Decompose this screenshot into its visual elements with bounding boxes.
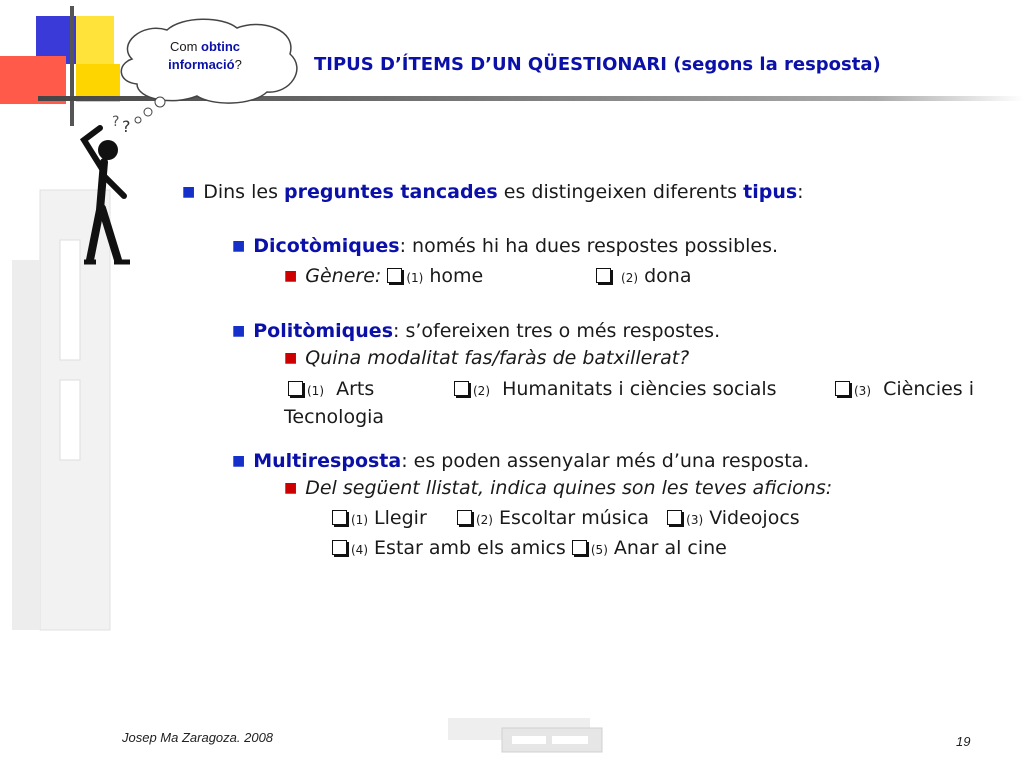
bullet-icon: ■ <box>232 238 246 254</box>
bullet-icon: ■ <box>232 453 246 469</box>
bullet-icon: ■ <box>182 184 196 200</box>
checkbox-icon <box>288 381 303 396</box>
politomiques-line: ■ Politòmiques: s’ofereixen tres o més respostes. <box>232 320 721 342</box>
multiresposta-example: ■ Del següent llistat, indica quines son les teves aficions: <box>284 477 833 499</box>
svg-text:?: ? <box>122 117 131 136</box>
bullet-icon: ■ <box>232 323 246 339</box>
politomiques-option-3-continued: Tecnologia <box>284 406 385 428</box>
multiresposta-line: ■ Multiresposta: es poden assenyalar més d’una resposta. <box>232 450 810 472</box>
multiresposta-options-row-1: (1) Llegir (2) Escoltar música (3) Videojocs <box>332 507 800 529</box>
footer-author: Josep Ma Zaragoza. 2008 <box>122 730 274 745</box>
dicotomiques-option-2: (2) dona <box>596 265 691 287</box>
checkbox-icon <box>387 268 402 283</box>
checkbox-icon <box>835 381 850 396</box>
politomiques-option-1: (1) Arts <box>288 378 374 400</box>
checkbox-icon <box>596 268 611 283</box>
page-number: 19 <box>956 734 971 749</box>
checkbox-icon <box>667 510 682 525</box>
checkbox-icon <box>457 510 472 525</box>
intro-line: ■ Dins les preguntes tancades es distingeixen diferents tipus: <box>182 181 804 203</box>
page-title: TIPUS D’ÍTEMS D’UN QÜESTIONARI (segons la resposta) <box>314 54 881 75</box>
bullet-icon: ■ <box>284 268 298 284</box>
politomiques-option-3: (3) Ciències i <box>835 378 974 400</box>
dicotomiques-example: ■ Gènere: (1) home <box>284 265 484 287</box>
checkbox-icon <box>332 540 347 555</box>
politomiques-option-2: (2) Humanitats i ciències socials <box>454 378 777 400</box>
bullet-icon: ■ <box>284 480 298 496</box>
politomiques-example: ■ Quina modalitat fas/faràs de batxillerat? <box>284 347 690 369</box>
bullet-icon: ■ <box>284 350 298 366</box>
thought-bubble-text: Com obtinc informació? <box>168 39 242 72</box>
multiresposta-options-row-2: (4) Estar amb els amics (5) Anar al cine <box>332 537 727 559</box>
checkbox-icon <box>572 540 587 555</box>
checkbox-icon <box>332 510 347 525</box>
svg-text:?: ? <box>112 114 120 130</box>
checkbox-icon <box>454 381 469 396</box>
thought-bubble-shape <box>112 14 312 134</box>
dicotomiques-line: ■ Dicotòmiques: només hi ha dues respostes possibles. <box>232 235 779 257</box>
footer-decoration <box>440 712 610 756</box>
